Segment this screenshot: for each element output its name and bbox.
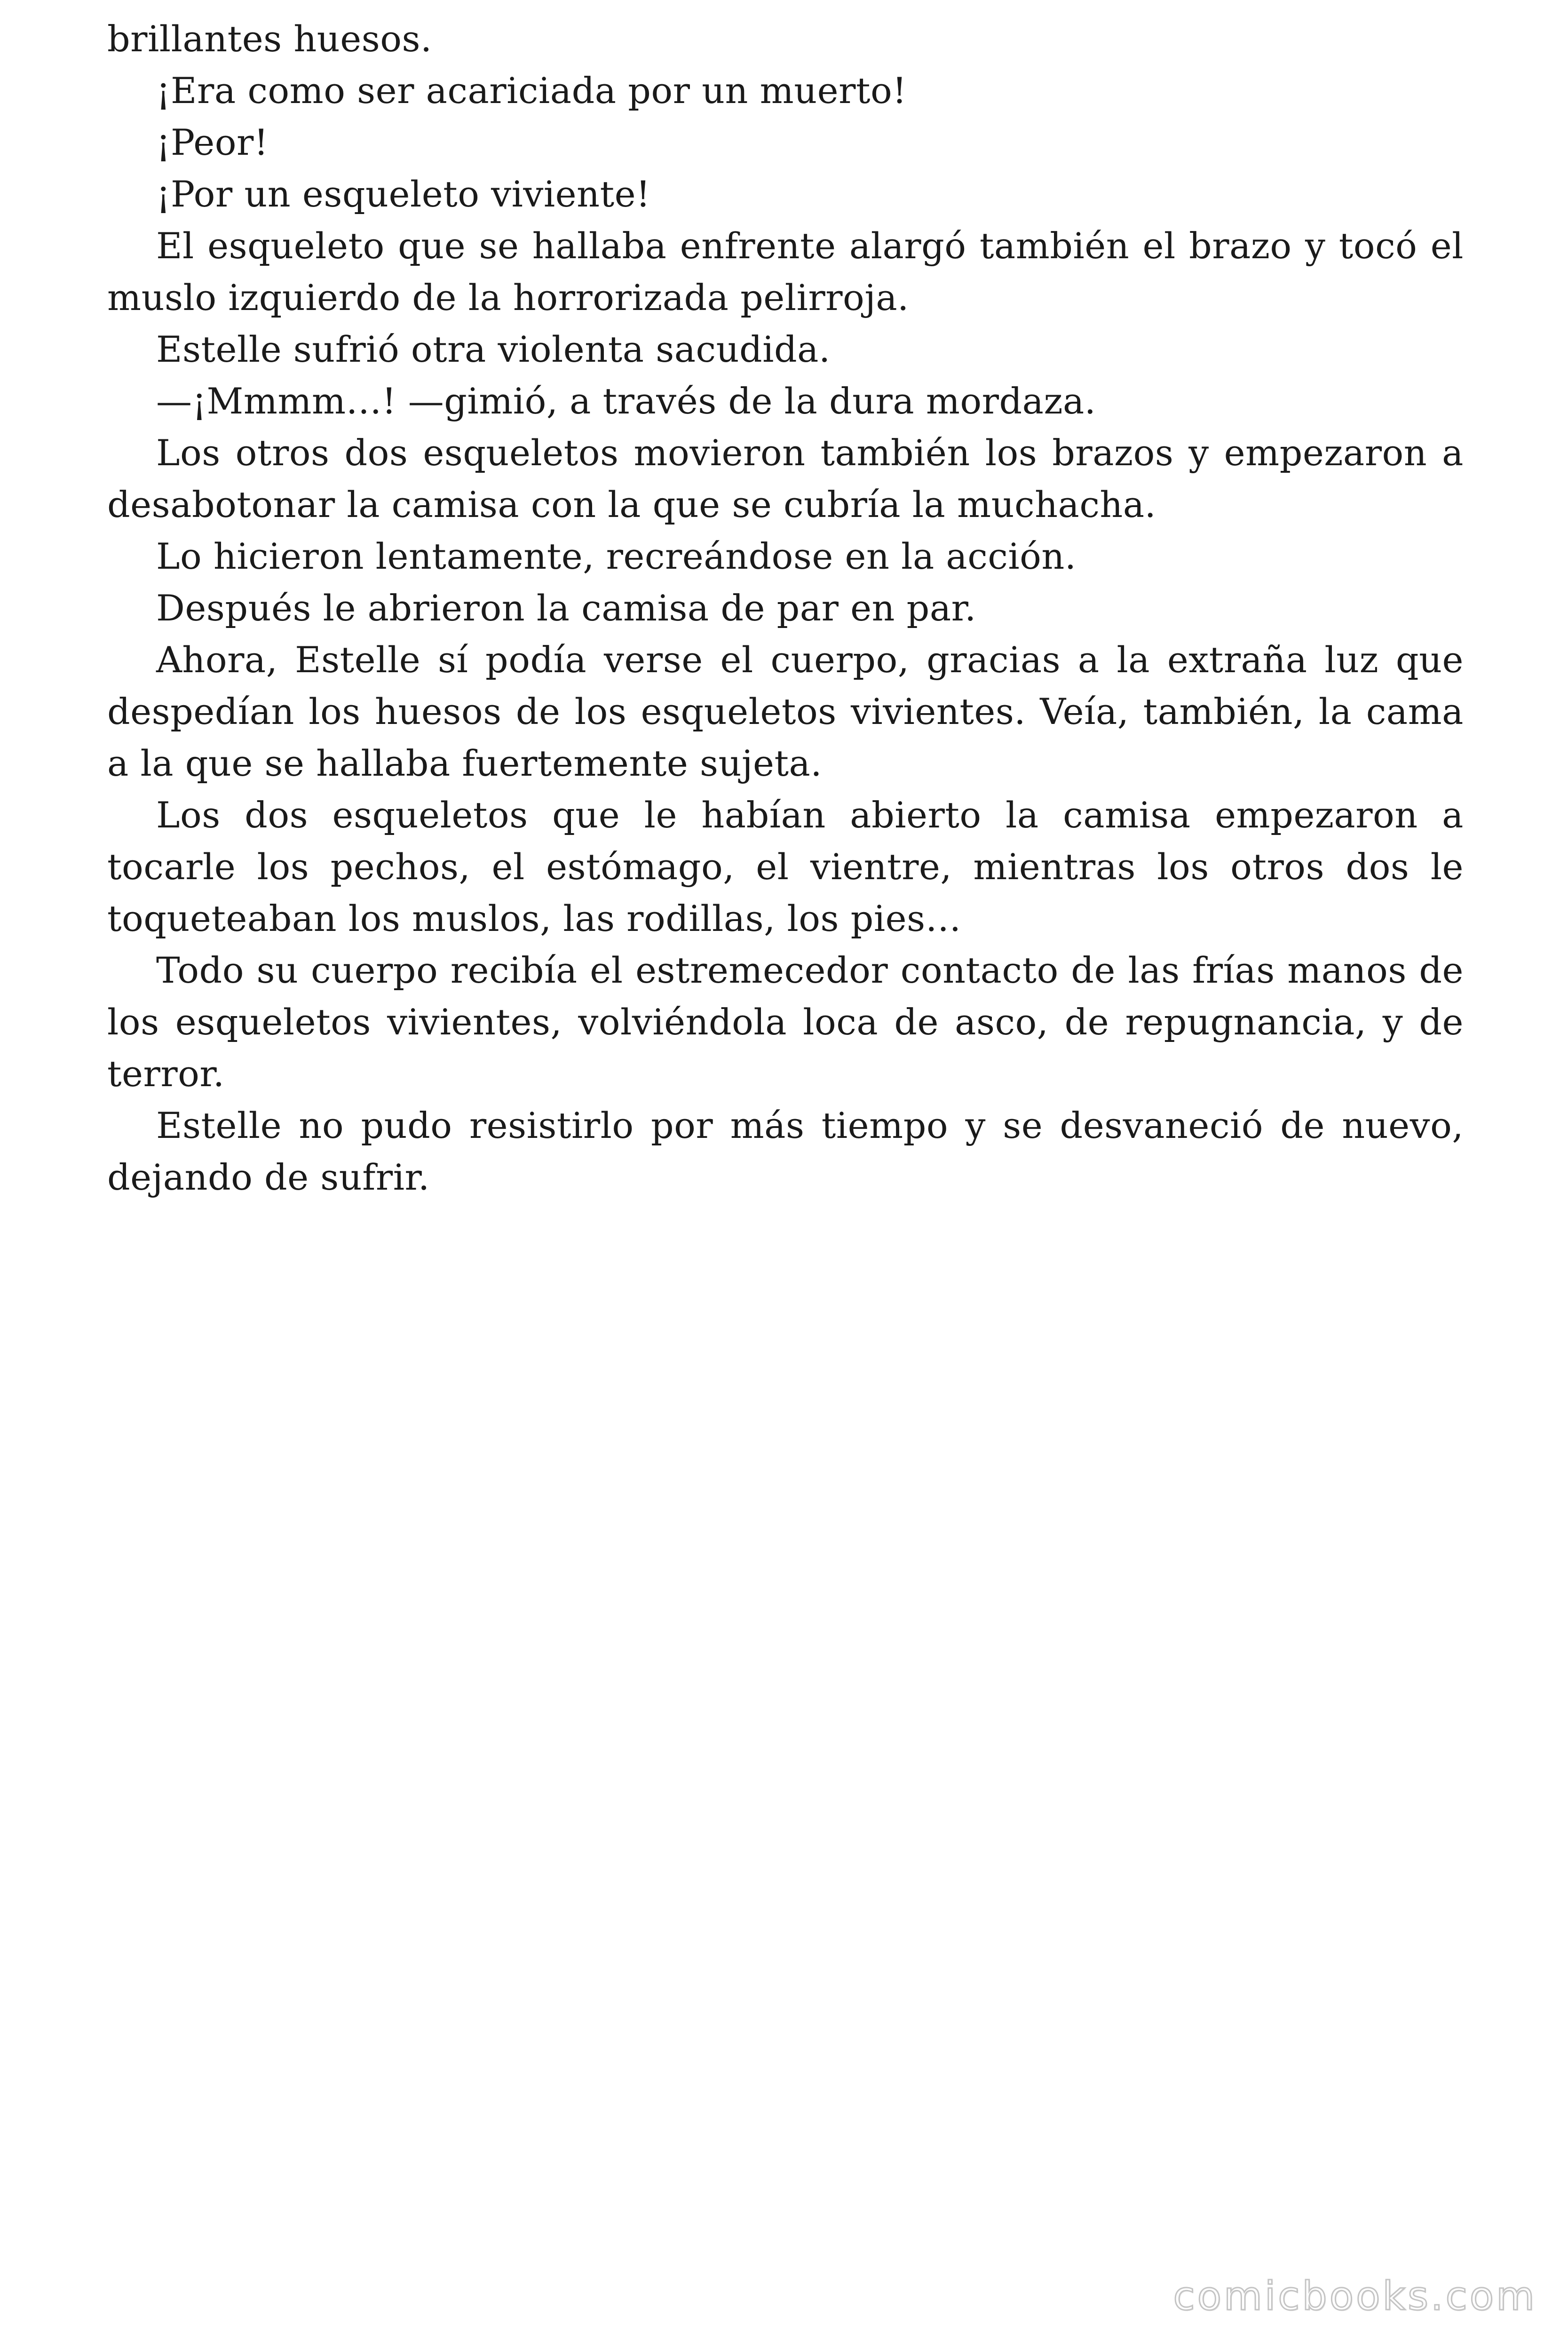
paragraph: Ahora, Estelle sí podía verse el cuerpo, gracias a la extraña luz que despedían los huesos de los esqueletos vivientes. Veía, también, la cama a la que se hallaba fuertemente sujeta.	[107, 639, 1464, 784]
paragraph: Todo su cuerpo recibía el estremecedor contacto de las frías manos de los esqueletos vivientes, volviéndola loca de asco, de repugnancia, y de terror.	[107, 949, 1464, 1095]
paragraph: Los otros dos esqueletos movieron también los brazos y empezaron a desabotonar la camisa con la que se cubría la muchacha.	[107, 432, 1464, 525]
paragraph: Estelle no pudo resistirlo por más tiempo y se desvaneció de nuevo, dejando de sufrir.	[107, 1104, 1464, 1198]
paragraph: Lo hicieron lentamente, recreándose en la acción.	[156, 535, 1077, 577]
paragraph: Los dos esqueletos que le habían abierto la camisa empezaron a tocarle los pechos, el estómago, el vientre, mientras los otros dos le toqueteaban los muslos, las rodillas, los pies…	[107, 794, 1464, 939]
page-body-text	[107, 13, 1464, 1203]
paragraph: ¡Era como ser acariciada por un muerto!	[156, 70, 907, 111]
paragraph: Estelle sufrió otra violenta sacudida.	[156, 328, 831, 370]
paragraph-continuation: brillantes huesos.	[107, 18, 432, 60]
paragraph: Después le abrieron la camisa de par en par.	[156, 587, 976, 629]
paragraph: ¡Por un esqueleto viviente!	[156, 173, 651, 215]
paragraph: —¡Mmmm…! —gimió, a través de la dura mordaza.	[156, 380, 1096, 422]
paragraph: El esqueleto que se hallaba enfrente alargó también el brazo y tocó el muslo izquierdo de la horrorizada pelirroja.	[107, 225, 1464, 318]
watermark: comicbooks.com	[1173, 2273, 1537, 2319]
paragraph: ¡Peor!	[156, 121, 269, 163]
